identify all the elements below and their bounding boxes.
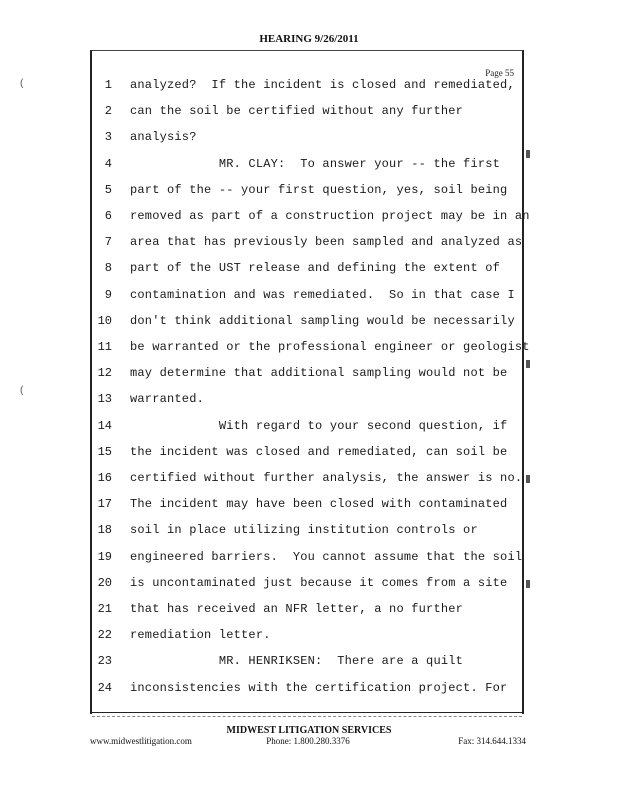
line-text: analyzed? If the incident is closed and remediated, bbox=[130, 78, 515, 92]
hearing-title: HEARING 9/26/2011 bbox=[259, 33, 359, 45]
line-number: 15 bbox=[97, 444, 112, 459]
line-text: analysis? bbox=[130, 130, 197, 145]
transcript-line bbox=[92, 340, 530, 366]
line-text: MR. HENRIKSEN: There are a quilt bbox=[130, 654, 464, 669]
transcript-line bbox=[92, 471, 522, 497]
line-text: inconsistencies with the certification project. For bbox=[130, 680, 508, 695]
line-text: part of the UST release and defining the extent of bbox=[130, 261, 501, 276]
line-number: 2 bbox=[104, 104, 112, 119]
footer-phone: Phone: 1.800.280.3376 bbox=[266, 736, 350, 746]
footer-website-link[interactable]: www.midwestlitigation.com bbox=[90, 736, 192, 746]
line-number: 12 bbox=[97, 366, 112, 381]
margin-bracket-mark: ( bbox=[20, 78, 24, 89]
line-number: 24 bbox=[97, 680, 112, 695]
line-text: With regard to your second question, if bbox=[130, 418, 508, 433]
transcript-line bbox=[92, 235, 522, 261]
footer-company-name: MIDWEST LITIGATION SERVICES bbox=[226, 725, 392, 736]
line-text: may determine that additional sampling would not be bbox=[130, 366, 508, 381]
line-text: be warranted or the professional engineer or geologist bbox=[130, 340, 530, 354]
line-text: is uncontaminated just because it comes from a site bbox=[130, 575, 508, 590]
line-text: warranted. bbox=[130, 392, 205, 407]
line-number: 10 bbox=[97, 313, 112, 328]
line-text: that has received an NFR letter, a no further bbox=[130, 602, 464, 616]
frame-bottom-rule bbox=[90, 712, 524, 713]
line-number: 5 bbox=[104, 182, 112, 197]
line-text: contamination and was remediated. So in that case I bbox=[130, 287, 515, 302]
transcript-line bbox=[92, 209, 530, 235]
line-number: 6 bbox=[104, 209, 112, 223]
line-number: 4 bbox=[104, 156, 112, 171]
transcript-line bbox=[92, 288, 522, 314]
line-text: engineered barriers. You cannot assume that the soil bbox=[130, 549, 523, 564]
line-text: the incident was closed and remediated, can soil be bbox=[130, 444, 508, 459]
line-number: 22 bbox=[97, 628, 112, 643]
line-number: 11 bbox=[97, 340, 112, 354]
line-text: area that has previously been sampled and analyzed as bbox=[130, 235, 523, 250]
line-number: 17 bbox=[97, 497, 112, 512]
transcript-line bbox=[92, 628, 522, 654]
transcript-line bbox=[92, 654, 522, 680]
line-number: 9 bbox=[104, 287, 112, 302]
right-margin-tick bbox=[526, 580, 530, 588]
line-number: 7 bbox=[104, 235, 112, 250]
line-number: 21 bbox=[97, 602, 112, 616]
page-number-label: Page 55 bbox=[485, 68, 514, 78]
margin-bracket-mark: ( bbox=[20, 385, 24, 396]
transcript-line bbox=[92, 130, 522, 156]
right-margin-tick bbox=[526, 150, 530, 158]
transcript-line bbox=[92, 550, 522, 576]
line-text: remediation letter. bbox=[130, 628, 271, 643]
line-number: 16 bbox=[97, 471, 112, 485]
line-text: soil in place utilizing institution controls or bbox=[130, 523, 478, 538]
line-number: 18 bbox=[97, 523, 112, 538]
line-number: 20 bbox=[97, 575, 112, 590]
right-margin-tick bbox=[526, 360, 530, 368]
line-number: 14 bbox=[97, 418, 112, 433]
line-text: part of the -- your first question, yes, soil being bbox=[130, 182, 508, 197]
transcript-line bbox=[92, 497, 522, 523]
right-margin-tick bbox=[526, 475, 530, 483]
frame-dashed-rule bbox=[92, 716, 522, 718]
line-number: 8 bbox=[104, 261, 112, 276]
transcript-line bbox=[92, 576, 522, 602]
transcript-line bbox=[92, 104, 522, 130]
transcript-line bbox=[92, 681, 522, 707]
line-number: 13 bbox=[97, 392, 112, 407]
transcript-line bbox=[92, 261, 522, 287]
line-number: 3 bbox=[104, 130, 112, 145]
line-text: The incident may have been closed with contaminated bbox=[130, 497, 508, 512]
footer-contact-row bbox=[90, 736, 526, 750]
line-text: certified without further analysis, the answer is no. bbox=[130, 471, 523, 485]
line-text: don't think additional sampling would be necessarily bbox=[130, 313, 515, 328]
line-text: MR. CLAY: To answer your -- the first bbox=[130, 156, 501, 171]
transcript-line bbox=[92, 445, 522, 471]
footer-fax: Fax: 314.644.1334 bbox=[458, 736, 526, 746]
line-number: 23 bbox=[97, 654, 112, 669]
transcript-line bbox=[92, 392, 522, 418]
transcript-line bbox=[92, 366, 522, 392]
line-text: removed as part of a construction project may be in an bbox=[130, 209, 530, 223]
line-number: 1 bbox=[104, 78, 112, 92]
transcript-line bbox=[92, 78, 522, 104]
line-number: 19 bbox=[97, 549, 112, 564]
transcript-line bbox=[92, 419, 522, 445]
transcript-line bbox=[92, 314, 522, 340]
transcript-line bbox=[92, 523, 522, 549]
transcript-line bbox=[92, 602, 522, 628]
transcript-line bbox=[92, 157, 522, 183]
transcript-line bbox=[92, 183, 522, 209]
line-text: can the soil be certified without any further bbox=[130, 104, 464, 119]
